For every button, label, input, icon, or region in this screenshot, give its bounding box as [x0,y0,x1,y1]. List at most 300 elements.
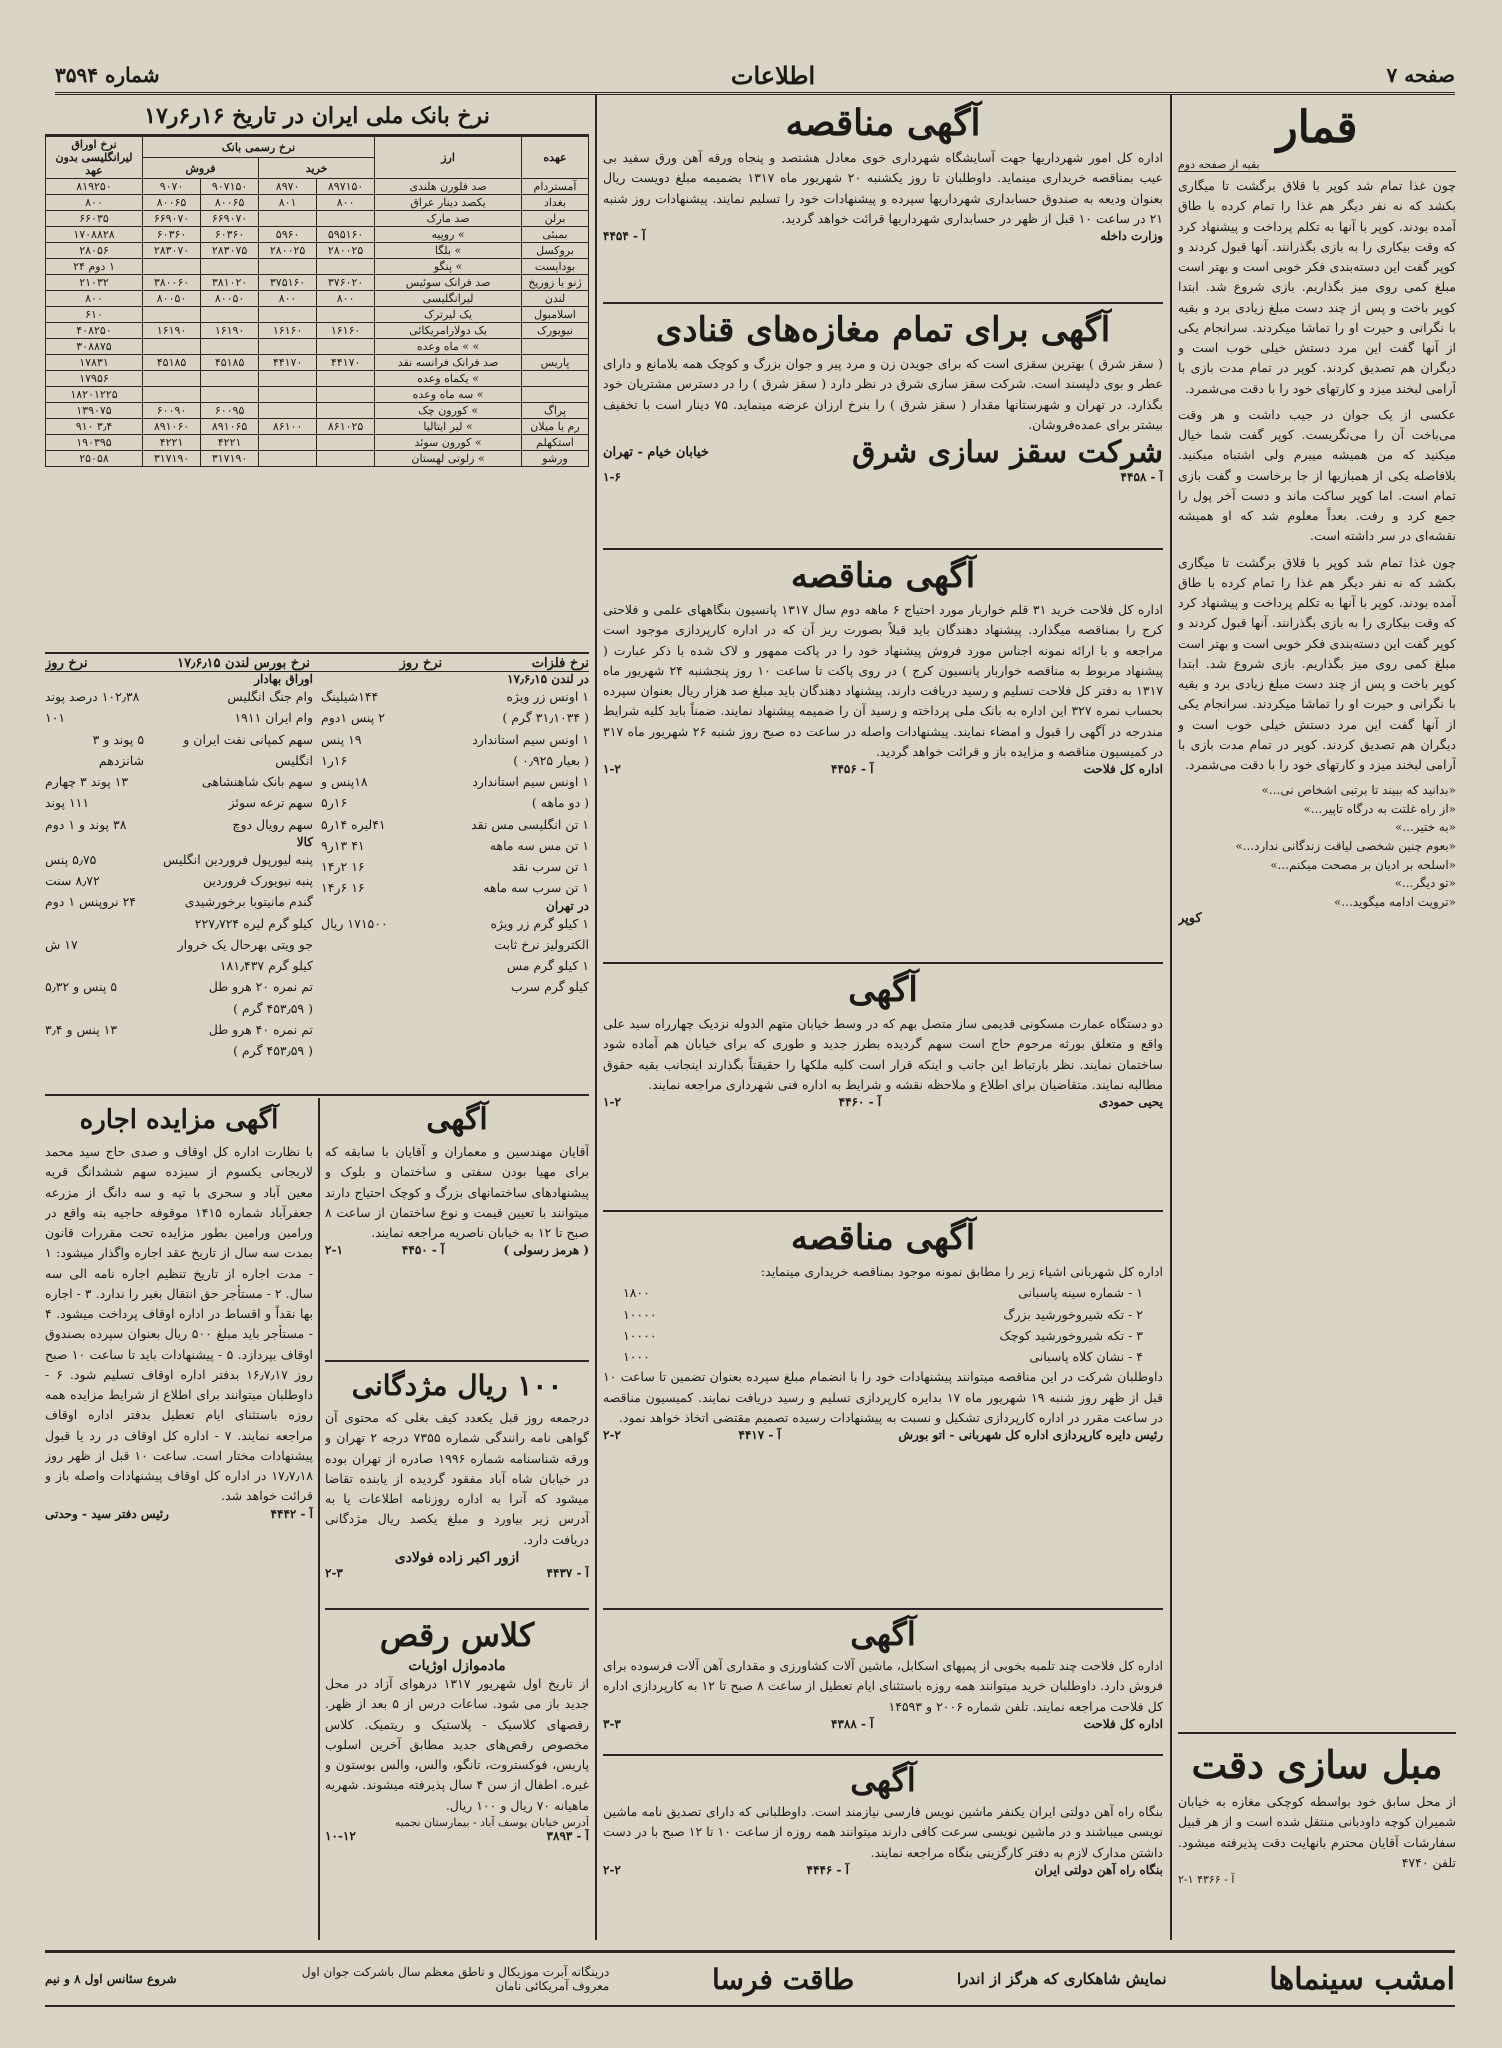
continued-note: بقیه از صفحه دوم [1178,158,1456,172]
table-cell: بوداپست [522,259,589,275]
column-rule [318,1098,320,1940]
notice-title: آگهی [848,970,918,1010]
section-rule [603,302,1163,304]
list-item: الکترولیز نرخ ثابت [494,936,589,952]
confectionery-ad [603,306,1163,544]
ad-insertion: ۲-۳ [325,1565,343,1580]
table-cell: ۱۶۱۶۰ [259,323,317,339]
table-cell: ۶۱۰ [46,307,143,323]
list-item: «اسلحه بر ادیان بر مصحت میکنم...» [1270,857,1456,872]
list-item: وام ایران ۱۹۱۱ ۱۰۱ [45,710,313,726]
list-item: سهم رویال دوچ ۳۸ پوند و ۱ دوم [45,816,313,832]
column-rule [595,95,597,1940]
table-cell [201,371,259,387]
table-row [46,211,589,227]
ad-insertion: ۱۰-۱۲ [325,1828,356,1843]
table-cell: ۴۵۱۸۵ [143,355,201,371]
table-row [46,195,589,211]
table-cell: ۹۰۷۰ [143,179,201,195]
dance-teacher: مادموازل اوژیات [408,1658,506,1674]
list-item: «بعوم چنین شخصی لیاقت زندگانی ندارد...» [1235,839,1456,854]
ad-reference: آ - ۴۴۵۸ [1120,470,1163,484]
table-cell: یکصد دینار عراق [375,195,522,211]
table-cell: رم یا میلان [522,419,589,435]
list-item: ( بعیار ۰٫۹۲۵ ) ۱۶ر۱ [321,752,589,768]
list-item: جو ویتی بهرحال یک خروار ۱۷ ش [45,936,313,952]
table-cell: ۸۰۰۶۵ [143,195,201,211]
ad-reference: آ - ۴۴۵۰ [401,1243,445,1258]
table-cell: ۱۳۹۰۷۵ [46,403,143,419]
table-cell: ۸۶۱۰۰ [259,419,317,435]
section-rule [45,1094,589,1096]
confectionery-text: ( سقز شرق ) بهترین سقزی است که برای جویدن زن و مرد پیر و جوان بزرگ و کوچک همه بلامانع و دارای عطر و بوی دلپسند است. شرکت سقز سازی شرق در نظر دارد ( سقز شرق ) را در دسترس مشتریان خود بگذارد. در تهران و شهرستانها مقدار ( سقز شرق ) را بنرخ ارزان عرضه مینماید. ۷۵ دینار است با تخفیف بیشتر برای عمده‌فروشان. [603,356,1163,432]
table-cell: ۸۰۰۵۰ [143,291,201,307]
table-cell [143,339,201,355]
col-currency: ارز [375,137,522,179]
table-cell: ۴۰۸۲۵۰ [46,323,143,339]
reward-title: ۱۰۰ ریال مژدگانی [351,1369,563,1402]
metal-list [321,686,589,899]
table-cell [259,307,317,323]
notice-title: آگهی [850,1615,916,1653]
list-item: تم نمره ۴۰ هرو طل ۱۳ پنس و ۳٫۴ [45,1021,313,1037]
gambling-title: قمار [1276,102,1358,153]
tender-text: داوطلبان شرکت در این مناقصه میتوانند پیشنهادات خود را با انضمام مبلغ سپرده بعنوان تضمین تا ساعت ۱۰ قبل از ظهر روز شنبه ۱۹ شهریور ماه ۱۷ بدایره کارپردازی تسلیم و رسید دریافت نمایند. کمیسیون مناقصه در ساعت مقرر در اداره کارپردازی تشکیل و نسبت به پیشنهادات رسیده تصمیم مقتضی اتخاذ خواهد نمود. [603,1369,1163,1425]
col-buy: خرید [259,158,375,179]
ad-reference: آ - ۴۴۳۷ [546,1565,589,1580]
table-row [46,275,589,291]
table-row [46,291,589,307]
list-item: ( ۴۵۳٫۵۹ گرم ) [233,1043,313,1058]
table-cell: بغداد [522,195,589,211]
table-cell: ۳۸۰۰۶۰ [143,275,201,291]
table-cell: ۶۰۳۶۰ [143,227,201,243]
confectionery-title: آگهی برای تمام مغازه‌های قنادی [655,310,1111,350]
table-cell: » بلگا [375,243,522,259]
cinema-subtitle: نمایش شاهکاری که هرگز از اندرا [956,1970,1167,1988]
table-cell [317,371,375,387]
tehran-list [321,913,589,998]
table-cell: صد فرانک سوئیس [375,275,522,291]
table-cell: ۱۶۱۹۰ [143,323,201,339]
table-cell [259,371,317,387]
metals-header [45,656,589,672]
section-rule [603,548,1163,550]
list-item: ۱ تن سرب نقد ۱۶ ۲ر۱۴ [321,859,589,874]
table-cell: ۳۸۱۰۲۰ [201,275,259,291]
table-cell: ورشو [522,451,589,467]
table-cell: ۶۶۰۳۵ [46,211,143,227]
table-cell: ۸۹۷۱۵۰ [317,179,375,195]
table-cell [259,435,317,451]
auction-text: با نظارت اداره کل اوقاف و صدی حاج سید محمد لاریجانی یکسوم از سیزده سهم ششدانگ قریه معین آباد و سحری با تپه و سه دانگ از مزرعه جعفرآباد شماره ۱۴۱۵ موقوفه حاجیه بنه واقع در ورامین ورامین بطور مزایده تحت مقررات قانون بمدت سه سال از تاریخ عقد اجاره واگذار میشود: ۱ - مدت اجاره از تاریخ تنظیم اجاره نامه الی سه سال. ۲ - مستأجر حق انتقال بغیر را ندارد. ۳ - اجاره بها نقداً و اقساط در اداره اوقاف پرداخت میشود. ۴ - مستأجر باید مبلغ ۵۰۰ ریال بعنوان سپرده بصندوق اوقاف بپردازد. ۵ - پیشنهادات باید تا ساعت ۱۰ صبح روز ۱۶٫۷٫۱۷ بدفتر اداره اوقاف تسلیم شود. ۶ - داوطلبان میتوانند برای اطلاع از شرایط مزایده همه روزه باستثنای ایام تعطیل بدفتر اداره اوقاف مراجعه نمایند. ۷ - اداره کل اوقاف در رد یا قبول پیشنهادات مختار است. ساعت ۱۰ قبل از ظهر روز ۱۷٫۷٫۱۸ در اداره کل اوقاف پیشنهادات واصله باز و قرائت خواهد شد. [45,1144,313,1504]
column-rule [1170,95,1172,1940]
table-cell: ۸۱۹۲۵۰ [46,179,143,195]
table-cell [143,307,201,323]
table-cell: ۱۷۹۵۶ [46,371,143,387]
table-cell: ۸۰۰ [317,291,375,307]
table-cell [317,435,375,451]
table-cell: ۹۰۷۱۵۰ [201,179,259,195]
cinema-banner [45,1950,1455,2007]
table-cell [201,307,259,323]
notice-signer: یحیی حمودی [1098,1095,1163,1109]
dance-text: از تاریخ اول شهریور ۱۳۱۷ درهوای آزاد در محل جدید باز می شود. ساعات درس از ۵ بعد از ظهر. رقصهای کلاسیک - پلاستیک و ریتمیک. کلاس مخصوص رقص‌های جدید مطابق آخرین اسلوب پاریس، فوکستروت، تانگو، والس، والس بوستون و غیره. اطفال از سن ۴ سال پذیرفته میشوند. شهریه ماهیانه ۷۰ ریال و ۱۰۰ ریال. [325,1676,589,1813]
commodities-title: کالا [296,834,313,849]
table-cell [522,339,589,355]
table-row [46,323,589,339]
table-cell: ۳۰۸۸۷۵ [46,339,143,355]
list-item: ( ۳۱٫۱۰۳۴ گرم ) ۲ پنس ۱دوم [321,710,589,726]
gambling-text: چون غذا تمام شد کوپر با قلاق برگشت تا میگاری بکشد که نه نفر دیگر هم غذا را تمام کرده با طاق آمده بودند. کوپر با آنها به تکلم پرداخت و پیشنهاد کرد که وقت بیکاری را به بازی بگذرانند. آنها قبول کردند و کوپر گفت این دسته‌بندی فکر خوبی است و بهتر است مبلغ کمی روی میز بگذاریم. بازی شروع شد. ابتدا کوپر باخت و پس از چند دست مبلغ زیادی برد و بقیه با نگرانی و حیرت او را تماشا میکردند. سرانجام یکی از آنها گفت این مرد دستش خیلی خوب است و دیگران هم تصدیق کردند. کوپر در تمام مدت بازی با آرامی لبخند میزد و کارتهای خود را با دقت می‌شمرد. [1178,178,1456,396]
table-cell [317,307,375,323]
table-cell: صد فرانک فرانسه نقد [375,355,522,371]
table-cell: » روپیه [375,227,522,243]
table-cell [143,371,201,387]
gambling-story [1178,98,1456,1728]
list-item: ۱ کیلو گرم زر ویژه ۱۷۱۵۰۰ ریال [321,915,589,931]
list-item: کیلو گرم لیره ۲۲۷٫۷۲۴ [194,915,313,931]
list-item: ۱ اونس سیم استاندارد ۱۹ پنس [321,731,589,747]
list-item: ۱ اونس سیم استاندارد ۱۸پنس و [321,774,589,789]
table-cell: ۴۴۱۷۰ [317,355,375,371]
ad-insertion: ۳-۳ [603,1716,621,1731]
ad-reference: آ - ۴۳۶۶ ۱-۲ [1178,1873,1235,1886]
col-sell: فروش [143,158,259,179]
tender-text: اداره کل فلاحت خرید ۳۱ قلم خواربار مورد احتیاج ۶ ماهه دوم سال ۱۳۱۷ پانسیون بنگاههای علمی و فلاحتی کرج را بمناقصه میگذارد. پیشنهاد دهندگان باید قبلاً بصورت ریز آن که در اداره کارپردازی موجود است مراجعه و با ارائه نمونه اجناس مورد فروش پیشنهاد خود را در پاکت ممهور و لاک شده با ذکر عبارت ( پیشنهاد مربوط به مناقصه خواربار پانسیون کرج ) در روی پاکت تا ساعت ۱۰ روز پنجشنبه ۲۴ شهریور ماه ۱۳۱۷ به دفتر کل فلاحت تسلیم و رسید دریافت دارند. پیشنهاد دهندگان باید مبلغ صد هزار ریال بعنوان سپرده بحساب نمره ۳۲۷ این اداره به بانک ملی پرداخته و رسید آن را ضمیمه پیشنهاد نمایند. ضمناً باید کلیه شرایط مندرجه در آگهی را قبول و امضاء نمایند. پیشنهادات واصله در ساعت ده صبح روز شنبه ۲۶ شهریور ماه ۳۱۷ در کمیسیون مناقصه و مزایده باز و قرائت خواهد گردید. [603,602,1163,759]
notice-signer: اداره کل فلاحت [1083,1716,1163,1731]
table-cell: یک لیرترک [375,307,522,323]
table-row [46,355,589,371]
list-item: سهم ترعه سوئز ۱۱۱ پوند [45,795,313,811]
col-notes: نرخ اوراق لیرانگلیسی بدون عهد [46,137,143,179]
dance-class-ad [325,1612,589,1938]
table-cell: برلن [522,211,589,227]
list-item: ( ۴۵۳٫۵۹ گرم ) [233,1000,313,1016]
table-cell: نیویورک [522,323,589,339]
section-rule [603,962,1163,964]
notice-ad-2 [603,1612,1163,1750]
securities-list [45,686,313,835]
table-cell: پراگ [522,403,589,419]
ad-insertion: ۲-۲ [603,1428,621,1442]
table-cell: ژنو یا زوریخ [522,275,589,291]
table-cell: ۲۸۰۰۲۵ [317,243,375,259]
table-cell [522,387,589,403]
tender-signer: اداره کل فلاحت [1083,762,1163,776]
section-rule [603,1210,1163,1212]
issue-number: شماره ۳۵۹۴ [55,63,160,87]
table-row [46,259,589,275]
tender-title: آگهی مناقصه [790,556,976,596]
table-cell [201,339,259,355]
section-rule [45,652,589,654]
table-cell: ۸۰۰ [317,195,375,211]
table-cell: ۴۲۲۱ [201,435,259,451]
notice-text: آقایان مهندسین و معماران و آقایان با سابقه که برای مهیا بودن سفتی و ساختمان و بلوک و پیشنهادهای ساختمانهای بزرگ و کوچک احتیاج دارند میتوانند با تعیین قیمت و نوع ساختمان از ساعت ۸ صبح تا ۱۲ به خیابان ناصریه مراجعه نمایند. [325,1144,589,1240]
table-row [46,179,589,195]
gambling-signer: کوپر [1178,911,1202,927]
tender-items [603,1282,1163,1367]
list-item: «ترویت ادامه میگوید...» [1333,894,1456,909]
table-row [46,435,589,451]
list-item: کیلو گرم ۱۸۱٫۴۳۷ [219,958,313,973]
table-cell: یک دولارامریکائی [375,323,522,339]
list-item: ۱ - شماره سینه پاسبانی ۱۸۰۰ [623,1285,1143,1301]
table-cell: بروکسل [522,243,589,259]
table-cell: ۶۰۰۹۵ [201,403,259,419]
metals-col-4: نرخ روز [45,656,88,671]
table-cell: ۸۹۱۰۶۰ [143,419,201,435]
table-cell: ۶۶۹۰۷۰ [201,211,259,227]
london-title: در لندن ۱۷٫۶٫۱۵ [507,672,589,686]
table-cell: آمستردام [522,179,589,195]
cinema-title: امشب سینماها [1269,1961,1455,1997]
table-cell: ۸۰۰۵۰ [201,291,259,307]
table-row [46,339,589,355]
tehran-title: در تهران [546,898,589,913]
table-cell [201,387,259,403]
table-cell: ۱۶۱۶۰ [317,323,375,339]
table-cell: » لیر ایتالیا [375,419,522,435]
ad-insertion: ۲-۱ [325,1243,343,1258]
table-cell: بمبئی [522,227,589,243]
table-cell: ۲۸۳۰۷۰ [143,243,201,259]
table-cell: » کورون چک [375,403,522,419]
notice-title: آگهی [426,1102,488,1137]
table-row [46,403,589,419]
ad-reference: آ - ۴۴۵۶ [831,762,874,776]
table-cell: لیرانگلیسی [375,291,522,307]
section-rule [1178,1732,1456,1734]
list-item: کیلو گرم سرب [511,979,589,995]
table-cell: ۳۷۵۱۶۰ [259,275,317,291]
table-cell: ۶۶۹۰۷۰ [143,211,201,227]
table-cell [259,259,317,275]
notice-signer: ( هرمز رسولی ) [503,1243,589,1258]
ad-reference: آ - ۴۴۶۰ [838,1095,882,1109]
list-item: گندم مانیتوبا برخورشیدی ۲۴ نروپنس ۱ دوم [45,894,313,910]
table-cell: ۵۹۵۱۶۰ [317,227,375,243]
tender-intro: اداره کل شهربانی اشیاء زیر را مطابق نمونه موجود بمناقصه خریداری مینماید: [760,1264,1163,1279]
notice-text: بنگاه راه آهن دولتی ایران یکنفر ماشین نویس فارسی نیازمند است. داوطلبانی که دارای تصدیق نامه ماشین نویسی میباشند و در ماشین نویسی سرعت کافی دارند میتوانند همه روزه از ساعت ۱۰ تا ۱۲ صبح با در دست داشتن مدارک لازم به دفتر کارگزینی بنگاه مراجعه نمایند. [603,1804,1163,1860]
table-cell [259,403,317,419]
list-item: سهم بانک شاهنشاهی ۱۳ پوند ۳ چهارم [45,774,313,789]
table-cell [317,451,375,467]
table-cell [317,403,375,419]
metals-col-3: نرخ بورس لندن ۱۷٫۶٫۱۵ [177,656,311,671]
table-cell: ۵۹۶۰ [259,227,317,243]
table-cell: ۸۰۰۶۵ [201,195,259,211]
metals-rates [45,656,589,1090]
table-row [46,419,589,435]
table-cell: استکهلم [522,435,589,451]
exchange-rate-table [45,136,589,467]
table-cell [259,339,317,355]
table-cell: ۴۵۱۸۵ [201,355,259,371]
list-item: ۱ تن انگلیسی مس نقد ۴۱لیره ۱۴ر۵ [321,816,589,832]
gambling-text-2: عکسی از یک جوان در جیب داشت و هر وقت می‌باخت آن را می‌نگریست. کوپر گفت شما خیال میکنید که من همیشه میبرم ولی اشتباه میکنید. بلافاصله یکی از همبازیها از جا برخاست و گفت بازی تمام است. اما کوپر ساکت ماند و دست آخر پول را جمع کرد و رفت. بعداً معلوم شد که او همیشه نقشه‌ای در سر داشته است. [1178,406,1456,544]
table-cell: ۸۶۱۰۲۵ [317,419,375,435]
notice-text: دو دستگاه عمارت مسکونی قدیمی ساز متصل بهم که در وسط خیابان متهم الدوله نزدیک چهارراه سید علی واقع و متعلق بورثه مرحوم حاج است سهم گردیده بطرز جدید و طوری که برای خیابان هم آماده شود ساختمان نمایند. نظر بارتباط این جانب و اینکه قرار است کلیه ملکها را حقیقتاً بگذارند اینجانب بقیه حقوق مطالبه نمایند. متقاضیان برای اطلاع و ملاحظه نقشه و شرایط به اداره فنی شهرداری مراجعه نمایند. [603,1016,1163,1092]
table-row [46,307,589,323]
table-cell: صد مارک [375,211,522,227]
table-cell: ۸۰۱ [259,195,317,211]
list-item: ۴ - نشان کلاه پاسبانی ۱۰۰۰ [623,1349,1143,1364]
ad-reference: آ - ۴۴۵۴ [603,229,646,243]
table-cell: ۱۶۱۹۰ [201,323,259,339]
table-cell: » زلوتی لهستان [375,451,522,467]
tender-ad-2 [603,552,1163,957]
table-cell: ۸۰۰ [259,291,317,307]
notice-signer: بنگاه راه آهن دولتی ایران [1034,1862,1163,1877]
table-cell: ۱۸۲۰۱۲۲۵ [46,387,143,403]
table-cell: ۱۹۰۳۹۵ [46,435,143,451]
table-row [46,387,589,403]
ad-insertion: ۱-۲ [603,1095,621,1109]
col-official: نرخ رسمی بانک [143,137,375,158]
table-cell: لندن [522,291,589,307]
table-cell: ۲۸۰۰۲۵ [259,243,317,259]
reward-text: درجمعه روز قبل یکعدد کیف بغلی که محتوی آن گواهی نامه رانندگی شماره ۷۳۵۵ درجه ۲ تهران و ورقه شناسنامه شماره ۱۹۹۶ صادره از تهران بوده در خیابان شاه آباد مفقود گردیده از یابنده تقاضا میشود که آنرا به اداره روزنامه اطلاعات یا به آدرس زیر بیاورد و مبلغ یکصد ریال مژدگانی دریافت دارد. [325,1410,589,1547]
ad-insertion: ۱-۲ [603,762,621,776]
list-item: ۳ - تکه شیروخورشید کوچک ۱۰۰۰۰ [623,1327,1143,1343]
auction-signer: رئیس دفتر سید - وحدتی [45,1506,169,1521]
table-cell: » » ماه وعده [375,339,522,355]
securities [45,672,313,1061]
tender-ad-1 [603,98,1163,298]
table-cell: پاریس [522,355,589,371]
film-title: طاقت فرسا [712,1962,855,1996]
company-name: شرکت سقز سازی شرق [852,435,1163,470]
list-item: «به ختیر...» [1395,820,1456,835]
table-cell: ۲۸۳۰۷۵ [201,243,259,259]
table-cell: صد فلورن هلندی [375,179,522,195]
page-number: صفحه ۷ [1386,63,1455,87]
table-cell: ۳۱۷۱۹۰ [201,451,259,467]
tender-ad-3 [603,1214,1163,1604]
table-cell: ۲۵۰۵۸ [46,451,143,467]
gambling-quote-list [1178,781,1456,911]
table-cell [143,259,201,275]
ad-reference: آ - ۴۳۸۸ [831,1716,874,1731]
list-item: ۱ اونس زر ویژه ۱۴۴شیلینگ [321,689,589,704]
table-cell: ۳۱۷۱۹۰ [143,451,201,467]
table-cell: ۸۰۰ [46,195,143,211]
bank-rates-title: نرخ بانک ملی ایران در تاریخ ۱۶ر۶ر۱۷ [45,98,589,136]
table-cell [317,259,375,275]
table-cell: » سه ماه وعده [375,387,522,403]
tender-title: آگهی مناقصه [790,1218,976,1258]
table-cell: ۶۰۰۹۰ [143,403,201,419]
metals-col-2: نرخ روز [399,656,443,671]
tender-signer: رئیس دایره کارپردازی اداره کل شهربانی - اتو بورش [898,1428,1163,1442]
company-address: خیابان خیام - تهران [603,445,709,460]
notice-ad-3 [603,1758,1163,1938]
table-cell: ۸۹۱۰۶۵ [201,419,259,435]
film-description: درینگانه آبرت موزیکال و ناطق معظم سال باشرکت جوان اول معروف آمریکائی نامان [301,1965,610,1993]
securities-title: اوراق بهادار [254,672,313,686]
table-cell: ۴۴۱۷۰ [259,355,317,371]
section-rule [325,1608,589,1610]
list-item: ( دو ماهه ) ۱۶ر۵ [321,795,589,811]
table-cell: » پنگو [375,259,522,275]
list-item: ۲ - تکه شیروخورشید بزرگ ۱۰۰۰۰ [623,1306,1143,1322]
list-item: ۱ تن مس سه ماهه ۴۱ ۱۳ر۹ [321,837,589,853]
showtime: شروع سئانس اول ۸ و نیم [45,1972,177,1986]
table-cell [201,259,259,275]
dance-address: آدرس خیابان یوسف آباد - بیمارستان نجمیه [394,1815,589,1829]
table-cell: ۶۰۳۶۰ [201,227,259,243]
list-item: «تو دیگر...» [1394,876,1456,891]
reward-signer: ازور اکبر زاده فولادی [394,1549,520,1566]
table-cell [317,339,375,355]
list-item: «از راه غلتت به درگاه تاپیر...» [1303,801,1456,816]
table-cell: ۲۸۰۵۶ [46,243,143,259]
furniture-text: از محل سابق خود بواسطه کوچکی مغازه به خیابان شمیران کوچه داودبانی منتقل شده است و از هر قبیل سفارشات آقایان محترم بانهایت دقت پذیرفته میشود. تلفن ۴۷۴۰ [1178,1794,1456,1870]
notice-text: اداره کل فلاحت چند تلمبه بخوبی از پمپهای اسکابل، ماشین آلات کشاورزی و مقداری آهن آلات فرسوده برای فروش دارد. داوطلبان خرید میتوانند همه روزه باستثنای ایام تعطیل از ساعت ۸ صبح تا ۱۲ به کارپردازی اداره کل فلاحت مراجعه نمایند. تلفن شماره ۲۰۰۶ و ۱۴۵۹۳ [603,1658,1163,1714]
table-row [46,451,589,467]
auction-title: آگهی مزایده اجاره [79,1105,279,1135]
table-cell: ۱۷۰۸۸۲۸ [46,227,143,243]
table-cell: ۳٫۴ ۹۱۰ [46,419,143,435]
commodities-list [45,849,313,1062]
table-row [46,371,589,387]
section-rule [325,1360,589,1362]
table-cell [259,387,317,403]
list-item: پنبه نیویورک فروردین ۸٫۷۲ سنت [45,873,313,888]
table-cell: » یکماه وعده [375,371,522,387]
list-item: سهم کمپانی نفت ایران و انگلیس ۵ پوند و ۳ شانزدهم [92,731,313,768]
ad-reference: آ - ۴۴۴۲ [270,1506,313,1521]
table-cell: ۴۲۲۱ [143,435,201,451]
paper-name: اطلاعات [730,60,816,90]
dance-title: کلاس رقص [379,1616,535,1654]
table-cell [143,387,201,403]
notice-ad-1 [603,966,1163,1206]
tender-text: اداره کل امور شهرداریها جهت آسایشگاه شهرداری خوی معادل هشتصد و پنجاه ورقه آهن ورق سفید بی عیب بمناقصه خریداری مینماید. داوطلبان تا روز یکشنبه ۲۰ شهریور ماه ۱۳۱۷ بضمیمه مبلغ دویست ریال بعنوان ودیعه به صندوق حسابداری شهرداریها سپرده و پیشنهادات خود را تسلیم نمایند. پیشنهادات روز شنبه ۲۱ در ساعت ۱۰ قبل از ظهر در حسابداری شهرداریها قرائت خواهد گردید. [603,150,1163,226]
section-rule [603,1608,1163,1610]
list-item: تم نمره ۲۰ هرو طل ۵ پنس و ۵٫۳۲ [45,979,313,995]
table-cell: ۱ دوم ۲۴ [46,259,143,275]
table-cell: ۸۰۰ [46,291,143,307]
masthead [55,58,1455,95]
table-row [46,243,589,259]
list-item: «بدانید که ببیند تا برتبی اشخاص نی...» [1261,783,1456,798]
furniture-title: مبل سازی دقت [1191,1742,1443,1787]
ad-insertion: ۱-۶ [603,470,621,484]
gambling-text-3: چون غذا تمام شد کوپر با قلاق برگشت تا میگاری بکشد که نه نفر دیگر هم غذا را تمام کرده با طاق آمده بودند. کوپر با آنها به تکلم پرداخت و پیشنهاد کرد که وقت بیکاری را به بازی بگذرانند. آنها قبول کردند و کوپر گفت این دسته‌بندی فکر خوبی است و بهتر است مبلغ کمی روی میز بگذاریم. بازی شروع شد. ابتدا کوپر باخت و پس از چند دست مبلغ زیادی برد و بقیه با نگرانی و حیرت او را تماشا میکردند. سرانجام یکی از آنها گفت این مرد دستش خیلی خوب است و دیگران هم تصدیق کردند. کوپر در تمام مدت بازی با آرامی لبخند میزد و کارتهای خود را با دقت می‌شمرد. [1178,554,1456,772]
tender-signer: وزارت داخله [1100,229,1163,243]
table-cell: » کورون سوئد [375,435,522,451]
ad-reference: آ - ۴۴۱۷ [738,1428,781,1442]
table-cell [259,451,317,467]
table-cell: اسلامبول [522,307,589,323]
table-cell [317,387,375,403]
furniture-ad [1178,1738,1456,1938]
table-cell: ۸۹۷۰ [259,179,317,195]
tender-title: آگهی مناقصه [785,102,981,144]
list-item: ۱ تن سرب سه ماهه ۱۶ ۶ر۱۴ [321,880,589,896]
ad-insertion: ۲-۲ [603,1862,621,1877]
ad-reference: آ - ۴۴۴۶ [806,1862,849,1877]
notice-title: آگهی [850,1761,916,1799]
bank-rates [45,98,589,646]
auction-ad [45,1098,313,1938]
reward-ad [325,1364,589,1604]
table-cell [522,371,589,387]
list-item: پنبه لیورپول فروردین انگلیس ۵٫۷۵ پنس [45,851,313,867]
